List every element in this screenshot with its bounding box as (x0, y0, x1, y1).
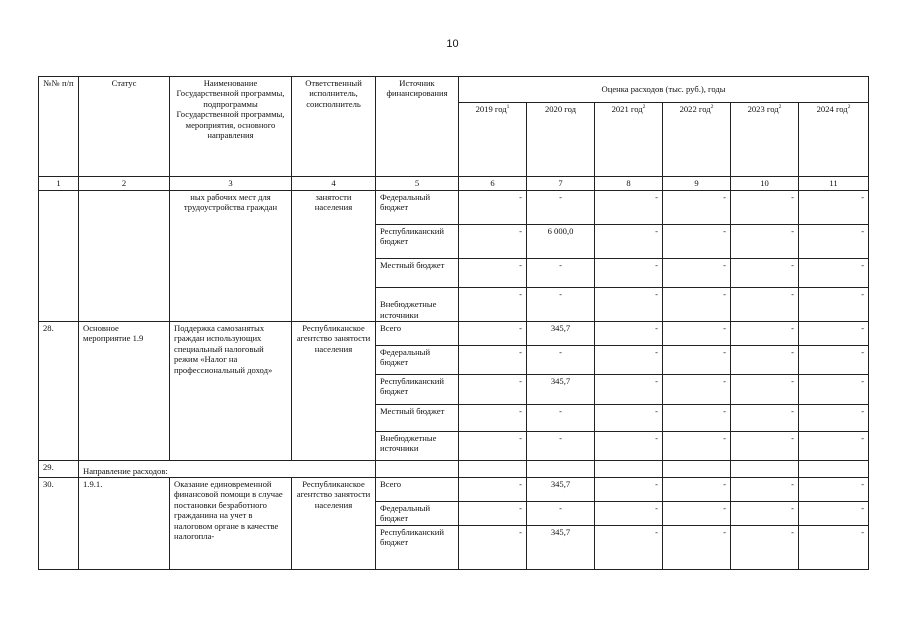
cell-value (595, 461, 663, 478)
cell-value: - (527, 346, 595, 375)
cell-source: Федеральный бюджет (376, 191, 459, 225)
cell-value: - (527, 288, 595, 322)
cell-source: Внебюджетные источники (376, 288, 459, 322)
cell-value: - (731, 478, 799, 502)
header-name: Наименование Государственной программы, подпрограммы Государственной программы, мероприятия, основного направления (170, 77, 292, 177)
cell-value: - (459, 526, 527, 570)
column-index: 2 (79, 177, 170, 191)
cell-value: - (663, 225, 731, 259)
column-index: 5 (376, 177, 459, 191)
year-header: 2024 год$^2$ (799, 103, 869, 177)
cell-value: - (595, 478, 663, 502)
cell-value (731, 461, 799, 478)
cell-value: - (595, 288, 663, 322)
cell-value: - (663, 322, 731, 346)
cell-source: Местный бюджет (376, 405, 459, 432)
cell-value: - (799, 225, 869, 259)
cell-value: - (799, 432, 869, 461)
header-executor: Ответственный исполнитель, соисполнитель (292, 77, 376, 177)
cell-value: - (799, 288, 869, 322)
cell-value (799, 461, 869, 478)
cell-value: - (459, 288, 527, 322)
cell-value: - (459, 259, 527, 288)
cell-value: - (799, 375, 869, 405)
cell-source: Федеральный бюджет (376, 346, 459, 375)
header-status: Статус (79, 77, 170, 177)
cell-value (663, 461, 731, 478)
cell-value: - (459, 405, 527, 432)
cell-status (79, 191, 170, 322)
cell-value: - (731, 375, 799, 405)
cell-value: - (663, 259, 731, 288)
cell-executor: Республиканское агентство занятости населения (292, 322, 376, 461)
cell-value: - (595, 502, 663, 526)
cell-value: - (663, 375, 731, 405)
column-index: 3 (170, 177, 292, 191)
cell-value: - (595, 405, 663, 432)
cell-value: 345,7 (527, 478, 595, 502)
cell-num: 30. (39, 478, 79, 570)
cell-value: - (731, 502, 799, 526)
cell-value: - (799, 478, 869, 502)
cell-value: - (799, 405, 869, 432)
cell-direction-label: Направление расходов: (79, 461, 376, 478)
year-header: 2020 год (527, 103, 595, 177)
cell-value: - (527, 191, 595, 225)
header-num: №№ п/п (39, 77, 79, 177)
cell-name: Оказание единовременной финансовой помощи в случае постановки безработного гражданина на учет в налоговом органе в качестве налогопла- (170, 478, 292, 570)
cell-value: - (459, 191, 527, 225)
cell-value: - (799, 259, 869, 288)
cell-value: - (595, 259, 663, 288)
cell-value (527, 461, 595, 478)
cell-source: Республиканский бюджет (376, 375, 459, 405)
cell-source: Республиканский бюджет (376, 225, 459, 259)
cell-value: - (731, 526, 799, 570)
year-header: 2023 год$^2$ (731, 103, 799, 177)
cell-executor: занятости населения (292, 191, 376, 322)
column-index: 1 (39, 177, 79, 191)
cell-source: Республиканский бюджет (376, 526, 459, 570)
table-row (39, 322, 869, 346)
cell-value: - (459, 432, 527, 461)
cell-value: 345,7 (527, 526, 595, 570)
cell-value: - (459, 225, 527, 259)
page-number: 10 (446, 38, 459, 50)
cell-value: - (663, 478, 731, 502)
cell-value: - (663, 346, 731, 375)
cell-source (376, 461, 459, 478)
cell-value: - (799, 322, 869, 346)
cell-value: - (799, 502, 869, 526)
cell-value: - (731, 346, 799, 375)
cell-source: Всего (376, 478, 459, 502)
cell-value: - (731, 191, 799, 225)
header-source: Источник финансирования (376, 77, 459, 177)
cell-value: - (663, 502, 731, 526)
year-header: 2022 год$^2$ (663, 103, 731, 177)
cell-name: ных рабочих мест для трудоустройства граждан (170, 191, 292, 322)
year-header: 2019 год$^1$ (459, 103, 527, 177)
cell-value: 6 000,0 (527, 225, 595, 259)
cell-value: - (595, 526, 663, 570)
header-expense-group: Оценка расходов (тыс. руб.), годы (459, 77, 869, 103)
cell-value: - (663, 432, 731, 461)
cell-value: - (527, 432, 595, 461)
cell-value: - (731, 225, 799, 259)
cell-source: Внебюджетные источники (376, 432, 459, 461)
cell-num: 28. (39, 322, 79, 461)
cell-value: - (799, 346, 869, 375)
budget-table (38, 76, 869, 570)
cell-value: - (731, 322, 799, 346)
cell-value: - (527, 502, 595, 526)
cell-value: - (527, 259, 595, 288)
cell-value: - (731, 405, 799, 432)
cell-value (459, 461, 527, 478)
header-row (39, 77, 869, 103)
cell-source: Федеральный бюджет (376, 502, 459, 526)
cell-value: - (595, 191, 663, 225)
year-header: 2021 год$^2$ (595, 103, 663, 177)
column-index: 10 (731, 177, 799, 191)
cell-source: Всего (376, 322, 459, 346)
cell-value: - (799, 526, 869, 570)
cell-name: Поддержка самозанятых граждан использующих специальный налоговый режим «Налог на профессиональный доход» (170, 322, 292, 461)
cell-num: 29. (39, 461, 79, 478)
cell-status: 1.9.1. (79, 478, 170, 570)
column-index: 11 (799, 177, 869, 191)
cell-value: - (595, 346, 663, 375)
column-index: 9 (663, 177, 731, 191)
cell-executor: Республиканское агентство занятости населения (292, 478, 376, 570)
cell-value: - (459, 375, 527, 405)
column-index-row (39, 177, 869, 191)
cell-value: - (731, 432, 799, 461)
cell-value: - (663, 288, 731, 322)
cell-value: - (595, 322, 663, 346)
cell-value: - (459, 502, 527, 526)
cell-status: Основное мероприятие 1.9 (79, 322, 170, 461)
column-index: 7 (527, 177, 595, 191)
table-row (39, 478, 869, 502)
cell-value: - (459, 478, 527, 502)
cell-value: - (459, 322, 527, 346)
column-index: 8 (595, 177, 663, 191)
cell-value: - (527, 405, 595, 432)
table-row (39, 461, 869, 478)
cell-value: 345,7 (527, 375, 595, 405)
cell-value: - (595, 375, 663, 405)
column-index: 4 (292, 177, 376, 191)
cell-value: - (663, 405, 731, 432)
cell-value: - (459, 346, 527, 375)
cell-value: - (799, 191, 869, 225)
cell-value: - (731, 259, 799, 288)
column-index: 6 (459, 177, 527, 191)
cell-value: - (595, 432, 663, 461)
cell-value: - (663, 191, 731, 225)
cell-value: - (731, 288, 799, 322)
cell-value: - (595, 225, 663, 259)
table-row (39, 191, 869, 225)
cell-value: 345,7 (527, 322, 595, 346)
cell-num (39, 191, 79, 322)
cell-value: - (663, 526, 731, 570)
cell-source: Местный бюджет (376, 259, 459, 288)
